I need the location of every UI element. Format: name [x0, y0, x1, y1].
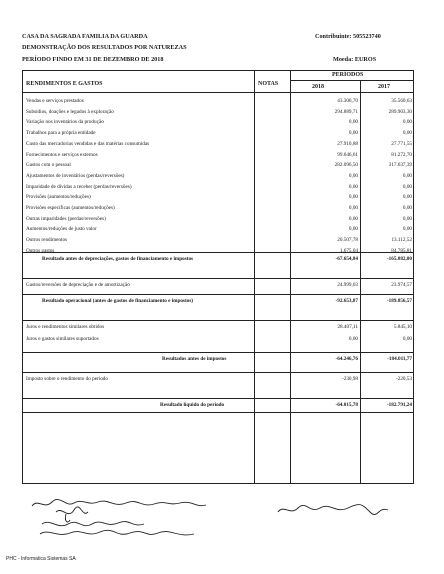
periods-divider — [290, 80, 414, 81]
row-value-2018: 294.889,71 — [334, 108, 358, 115]
row-value-2018: 0,00 — [348, 205, 358, 211]
period-title: PERÍODO FINDO EM 31 DE DEZEMBRO DE 2018 — [22, 56, 164, 63]
row-rule — [22, 352, 414, 353]
row-label: Outros rendimentos — [26, 237, 68, 244]
income-statement-table — [22, 70, 414, 484]
subtotal-value-2017: 23.974,57 — [391, 282, 412, 288]
subtotal-value-2018: -230,98 — [342, 376, 358, 382]
row-value-2018: 282.096,50 — [334, 162, 358, 169]
row-value-2018: 0,00 — [348, 130, 358, 137]
row-value-2018: 20.507,78 — [337, 237, 358, 244]
row-value-2018: 0,00 — [348, 194, 358, 201]
row-label: Variação nos inventários da produção — [26, 119, 104, 126]
col-notes: NOTAS — [258, 81, 279, 87]
row-value-2017: 0,00 — [402, 205, 412, 211]
subtotal-value-2017: -182.791,24 — [386, 402, 412, 408]
statement-title: DEMONSTRAÇÃO DOS RESULTADOS POR NATUREZAS — [22, 44, 187, 51]
row-rule — [22, 294, 414, 295]
signatures — [18, 494, 438, 554]
subtotal-value-2017: -220,53 — [396, 376, 412, 382]
row-value-2018: 0,00 — [348, 226, 358, 233]
subtotal-label: Resultado líquido do período — [160, 402, 225, 408]
company-name: CASA DA SAGRADA FAMILIA DA GUARDA — [22, 33, 148, 40]
row-value-2017: 0,00 — [402, 215, 412, 222]
signature-5 — [278, 505, 388, 515]
signature-3 — [42, 522, 144, 526]
row-rule — [22, 252, 414, 253]
row-value-2017: 0,00 — [402, 226, 412, 233]
row-label: Subsídios, doações e legados à exploração — [26, 108, 114, 115]
row-value-2018: 0,00 — [348, 119, 358, 126]
taxpayer-number: Contribuinte: 505523740 — [315, 33, 381, 40]
subtotal-label: Juros e rendimentos similares obtidos — [26, 324, 105, 330]
subtotal-value-2018: -64.246,76 — [335, 356, 358, 362]
row-label: Provisões específicas (aumentos/reduções) — [26, 205, 115, 211]
row-value-2017: 317.637,39 — [388, 162, 412, 169]
signature-1 — [32, 499, 206, 506]
subtotal-value-2017: 5.845,10 — [393, 324, 412, 330]
subtotal-label: Imposto sobre o rendimento do período — [26, 376, 108, 382]
row-value-2017: 81.272,70 — [391, 151, 412, 158]
subtotal-value-2018: -92.653,87 — [335, 298, 358, 304]
row-label: Trabalhos para a própria entidade — [26, 130, 96, 137]
col-year-2018: 2018 — [312, 84, 324, 90]
row-value-2017: 0,00 — [402, 194, 412, 201]
row-label: Aumentos/reduções de justo valor — [26, 226, 97, 233]
signature-2 — [56, 507, 88, 522]
subtotal-value-2018: 28.407,11 — [337, 324, 358, 330]
row-rule — [22, 278, 414, 279]
row-label: Gastos com o pessoal — [26, 162, 71, 169]
subtotal-label: Juros e gastos similares suportados — [26, 336, 99, 342]
col-year-2017: 2017 — [378, 84, 390, 90]
subtotal-label: Resultado antes de depreciações, gastos de financiamento e impostos — [42, 256, 194, 262]
row-label: Fornecimentos e serviços externos — [26, 151, 98, 158]
row-value-2018: 43.306,70 — [337, 98, 358, 104]
row-value-2017: 0,00 — [402, 130, 412, 137]
row-value-2018: 0,00 — [348, 172, 358, 179]
subtotal-label: Resultados antes de impostos — [162, 356, 227, 362]
row-value-2017: 27.771,55 — [391, 140, 412, 147]
row-value-2018: 0,00 — [348, 183, 358, 190]
row-value-2017: 0,00 — [402, 183, 412, 190]
row-label: Provisões (aumentos/reduções) — [26, 194, 91, 201]
row-value-2018: 0,00 — [348, 215, 358, 222]
software-footer: PHC - Informatica Sistemas SA — [6, 556, 76, 562]
row-label: Imparidade de dívidas a receber (perdas/reversões) — [26, 183, 132, 190]
row-label: Outras imparidades (perdas/reversões) — [26, 215, 106, 222]
subtotal-value-2017: -184.011,77 — [387, 356, 412, 362]
row-value-2017: 13.112,52 — [391, 237, 412, 244]
currency-label: Moeda: EUROS — [333, 56, 377, 63]
signature-4 — [40, 530, 194, 535]
subtotal-value-2018: -67.654,84 — [335, 256, 358, 262]
subtotal-value-2017: -189.856,57 — [386, 298, 412, 304]
subtotal-label: Resultado operacional (antes de gastos de financiamento e impostos) — [42, 298, 194, 304]
header-divider — [22, 92, 414, 93]
col-title: RENDIMENTOS E GASTOS — [26, 81, 103, 87]
row-label: Outros gastos — [26, 247, 55, 254]
row-rule — [22, 320, 414, 321]
row-rule — [22, 372, 414, 373]
row-label: Ajustamentos de inventários (perdas/reversões) — [26, 172, 125, 179]
subtotal-value-2017: 0,00 — [402, 336, 412, 342]
subtotal-label: Gastos/reversões de depreciação e de amortização — [26, 282, 130, 288]
subtotal-value-2017: -165.882,00 — [386, 256, 412, 262]
row-value-2018: 99.646,61 — [337, 151, 358, 158]
row-value-2018: 1.675,04 — [339, 247, 358, 254]
notes-col-left — [254, 70, 255, 484]
row-value-2017: 35.560,63 — [391, 98, 412, 104]
row-rule — [22, 412, 414, 413]
row-rule — [22, 398, 414, 399]
subtotal-value-2018: 24.999,03 — [337, 282, 358, 288]
subtotal-value-2018: -64.015,78 — [335, 402, 358, 408]
subtotal-value-2018: 0,00 — [348, 336, 358, 342]
row-value-2017: 0,00 — [402, 172, 412, 179]
row-label: Custo das mercadorias vendidas e das matérias consumidas — [26, 140, 150, 147]
row-value-2018: 27.910,88 — [337, 140, 358, 147]
row-value-2017: 289.903,30 — [388, 108, 412, 115]
row-label: Vendas e serviços prestados — [26, 98, 84, 104]
col-periods: PERÍODOS — [332, 72, 364, 78]
row-value-2017: 84.785,81 — [391, 247, 412, 254]
row-value-2017: 0,00 — [402, 119, 412, 126]
